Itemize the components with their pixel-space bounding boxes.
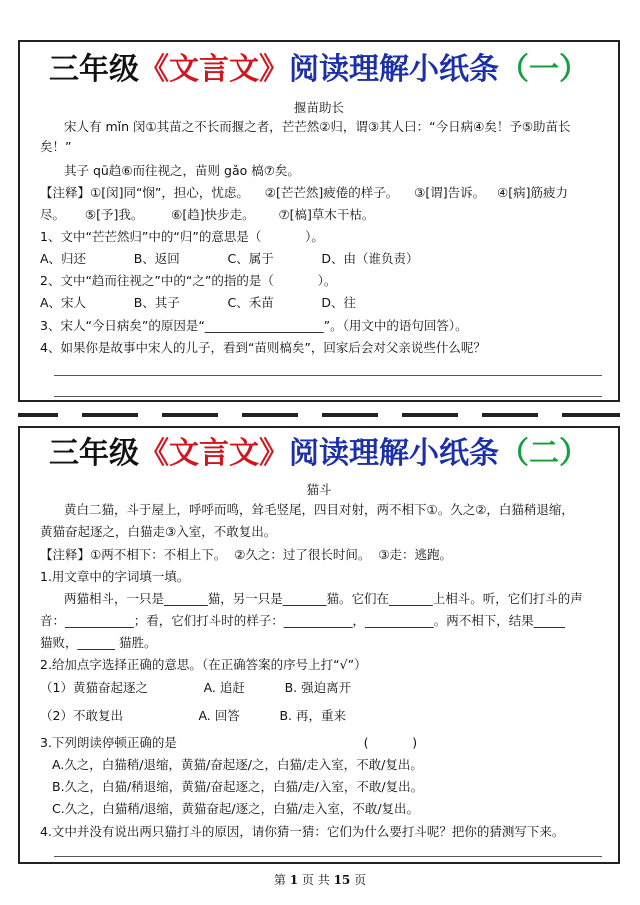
title-number: （二） [499,436,589,471]
fill-blank-line[interactable]: 音：___________；看，它们打斗时的样子：___________，___________。两不相下，结果_____ [40,613,566,628]
cut-dash [562,413,620,417]
annotation-line: 【注释】①两不相下：不相上下。 ②久之：过了很长时间。 ③走：逃跑。 [40,547,453,562]
question-2-options: A、宋人 B、其子 C、禾苗 D、往 [40,295,357,310]
worksheet-title-2 [20,436,618,472]
passage-line: 矣！” [40,139,72,154]
cut-dash [322,413,378,417]
cut-dash [242,413,298,417]
cut-dash [402,413,458,417]
question-3-option-c: C.久之，白猫稍/退缩，黄猫奋起/逐之，白猫/走入室，不敢/复出。 [52,801,420,816]
page-footer [0,871,640,888]
annotation-line: 尽。 ⑤[予]我。 ⑥[趋]快步走。 ⑦[槁]草木干枯。 [40,207,375,222]
worksheet-title-1 [20,52,618,88]
passage-line: 其子 qū趋⑥而往视之，苗则 gǎo 槁⑦矣。 [64,163,300,178]
passage-line: 宋人有 mǐn 闵①其苗之不长而揠之者，芒芒然②归，谓③其人曰：“今日病④矣！予⑤助苗长 [64,119,571,134]
question-2: 2、文中“趋而往视之”中的“之”的指的是（ ）。 [40,273,337,288]
cut-dash [82,413,138,417]
title-genre: 《文言文》 [139,52,289,87]
question-3-option-a: A.久之，白猫稍/退缩，黄猫/奋起逐/之，白猫/走入室，不敢/复出。 [52,757,423,772]
question-2: 2.给加点字选择正确的意思。（在正确答案的序号上打“√”） [40,657,367,672]
fill-blank-line[interactable]: 两猫相斗，一只是_______猫，另一只是_______猫。它们在_______上相斗。听，它们打斗的声 [64,591,583,606]
passage-line: 黄猫奋起逐之，白猫走③入室，不敢复出。 [40,524,277,539]
cut-dash [18,413,58,417]
answer-line[interactable] [54,396,602,397]
cut-dash [162,413,218,417]
title-genre: 《文言文》 [139,436,289,471]
fill-blank-line[interactable]: 猫败，______ 猫胜。 [40,635,157,650]
passage-title: 猫斗 [306,482,332,497]
footer-middle: 页 共 [301,873,330,887]
title-topic: 阅读理解小纸条 [289,52,499,87]
footer-total-pages: 15 [333,873,351,887]
question-3-option-b: B.久之，白猫/稍退缩，黄猫/奋起逐之，白猫/走/入室，不敢/复出。 [52,779,424,794]
question-1: 1、文中“芒芒然归”中的“归”的意思是（ ）。 [40,229,324,244]
title-grade: 三年级 [49,52,139,87]
question-2-item-2: （2）不敢复出 A. 回答 B. 再，重来 [40,708,346,723]
question-1-options: A、归还 B、返回 C、属于 D、由（谁负责） [40,251,419,266]
passage-title: 揠苗助长 [293,100,344,115]
question-3: 3、宋人“今日病矣”的原因是“___________________”。（用文中的语句回答）。 [40,318,468,333]
footer-prefix: 第 [273,873,286,887]
title-grade: 三年级 [49,436,139,471]
worksheet-card-2 [18,426,620,864]
question-4: 4.文中并没有说出两只猫打斗的原因，请你猜一猜：它们为什么要打斗呢？把你的猜测写下来。 [40,824,565,839]
question-1: 1.用文章中的字词填一填。 [40,569,190,584]
footer-page-number: 1 [289,873,299,887]
title-topic: 阅读理解小纸条 [289,436,499,471]
answer-line[interactable] [54,375,602,376]
cut-dash [482,413,538,417]
question-2-item-1: （1）黄猫奋起逐之 A. 追赶 B. 强迫离开 [40,680,352,695]
answer-line[interactable] [54,856,602,857]
question-4: 4、如果你是故事中宋人的儿子，看到“苗则槁矣”，回家后会对父亲说些什么呢？ [40,340,486,355]
worksheet-card-1 [18,40,620,402]
passage-line: 黄白二猫，斗于屋上，呼呼而鸣，耸毛竖尾，四目对射，两不相下①。久之②，白猫稍退缩， [64,502,574,517]
annotation-line: 【注释】①[闵]同“悯”，担心，忧虑。 ②[芒芒然]疲倦的样子。 ③[谓]告诉。 ④[病]筋疲力 [40,185,568,200]
footer-suffix: 页 [354,873,367,887]
title-number: （一） [499,52,589,87]
question-3: 3.下列朗读停顿正确的是 ( ) [40,735,418,750]
